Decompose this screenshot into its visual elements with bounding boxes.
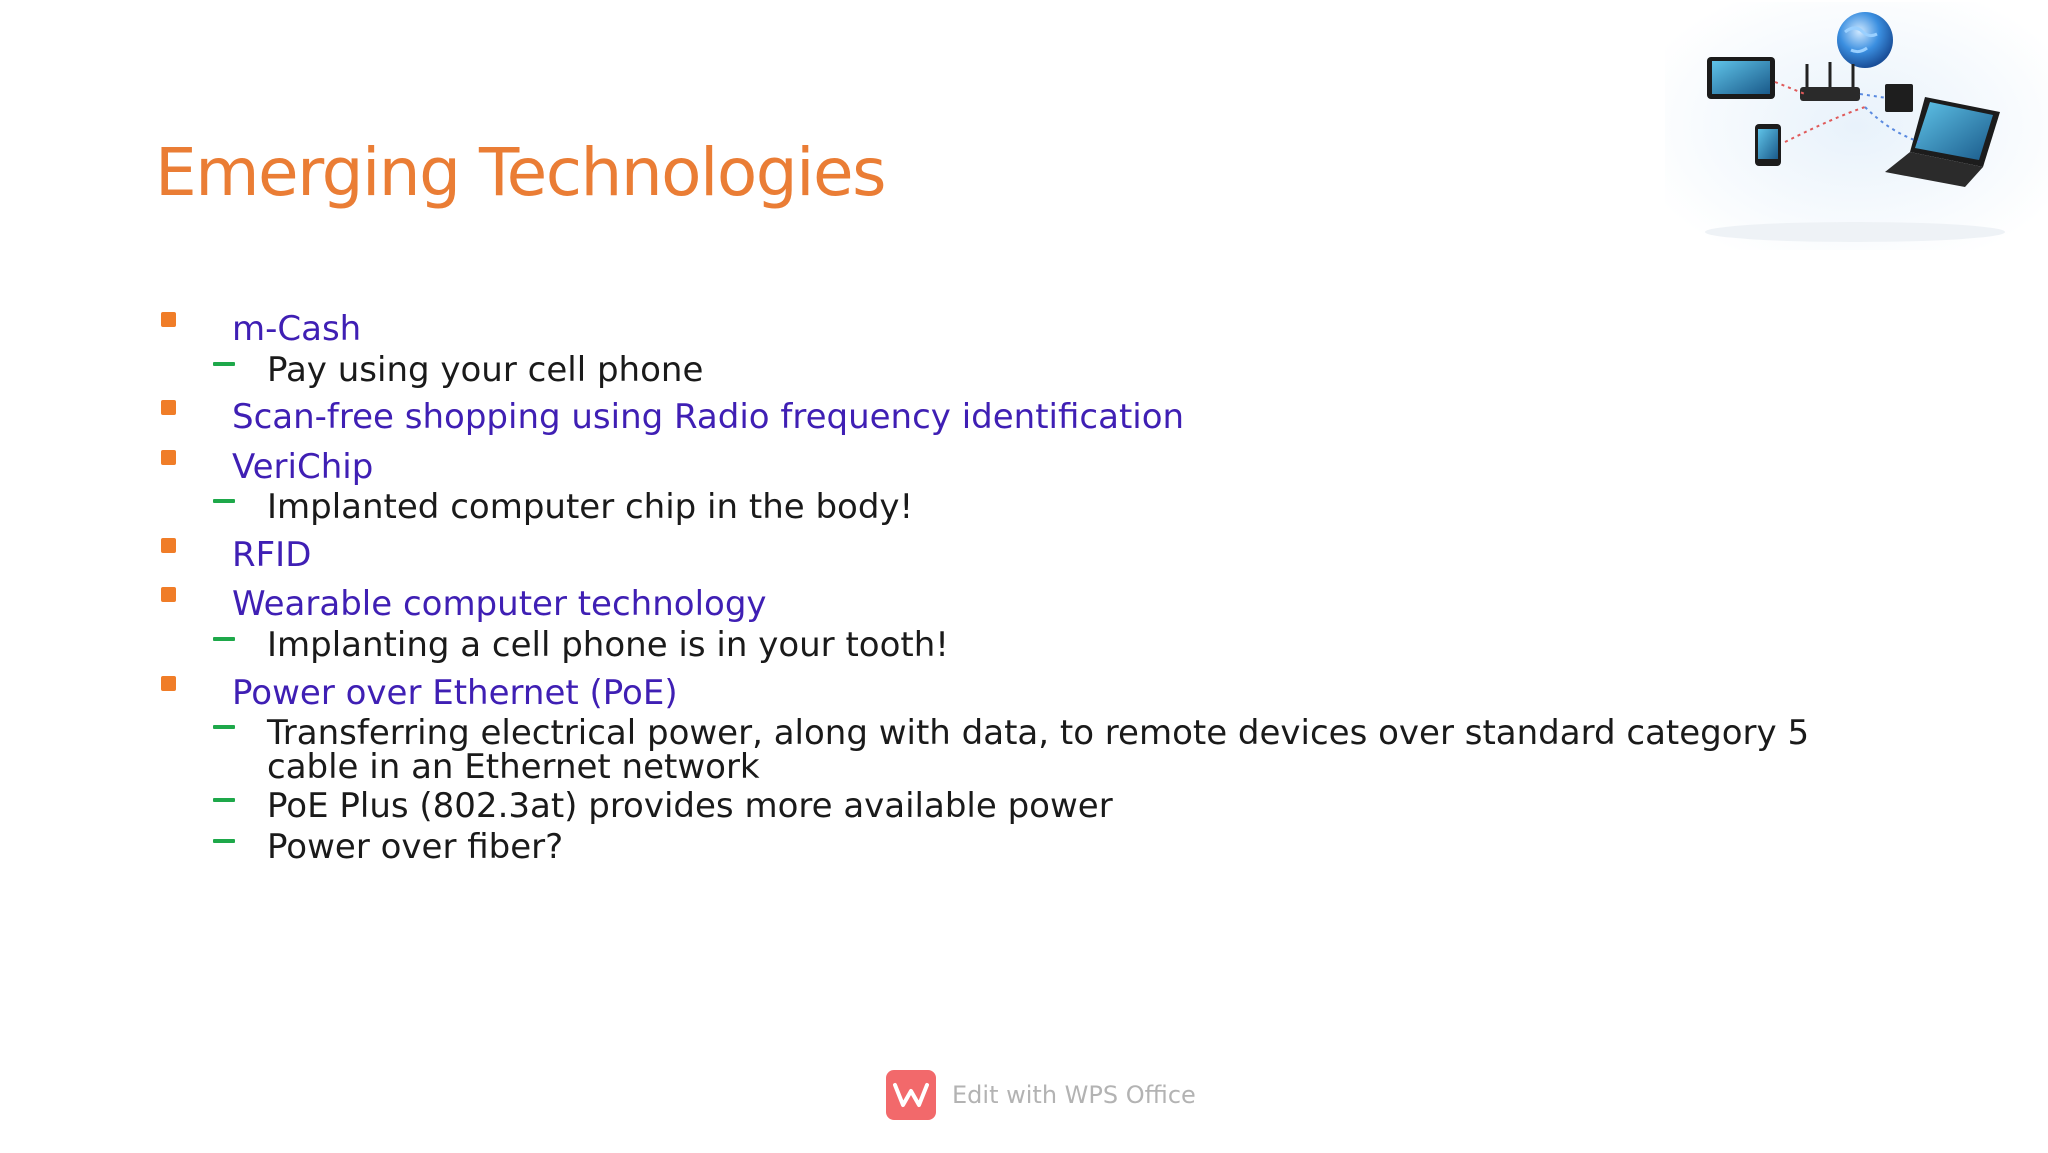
- bullet-dash-icon: [213, 798, 235, 802]
- bullet-square-icon: [161, 676, 176, 691]
- bullet-item-level2: Implanted computer chip in the body!: [267, 487, 914, 527]
- wps-office-logo-icon: [886, 1070, 936, 1120]
- bullet-item-level2: Transferring electrical power, along with data, to remote devices over standard category 5 cable in an Ethernet network: [267, 713, 1810, 787]
- bullet-item-level2: Implanting a cell phone is in your tooth!: [267, 625, 949, 665]
- bullet-dash-icon: [213, 725, 235, 729]
- bullet-item-level2: Pay using your cell phone: [267, 350, 704, 390]
- bullet-item-level1: Scan-free shopping using Radio frequency identification: [232, 397, 1185, 437]
- bullet-item-level2: Power over fiber?: [267, 827, 564, 867]
- bullet-square-icon: [161, 587, 176, 602]
- wps-watermark[interactable]: [886, 1070, 1196, 1120]
- slide-title: Emerging Technologies: [155, 134, 885, 211]
- bullet-square-icon: [161, 538, 176, 553]
- bullet-item-level1: Wearable computer technology: [232, 584, 767, 624]
- bullet-item-level1: Power over Ethernet (PoE): [232, 673, 678, 713]
- bullet-item-level1: m-Cash: [232, 309, 362, 349]
- bullet-dash-icon: [213, 839, 235, 843]
- bullet-dash-icon: [213, 499, 235, 503]
- bullet-square-icon: [161, 400, 176, 415]
- bullet-dash-icon: [213, 637, 235, 641]
- bullet-item-level2: PoE Plus (802.3at) provides more available power: [267, 786, 1113, 826]
- bullet-item-level1: RFID: [232, 535, 312, 575]
- bullet-square-icon: [161, 450, 176, 465]
- bullet-item-level1: VeriChip: [232, 447, 374, 487]
- wps-watermark-text: Edit with WPS Office: [952, 1081, 1196, 1109]
- bullet-dash-icon: [213, 362, 235, 366]
- bullet-square-icon: [161, 312, 176, 327]
